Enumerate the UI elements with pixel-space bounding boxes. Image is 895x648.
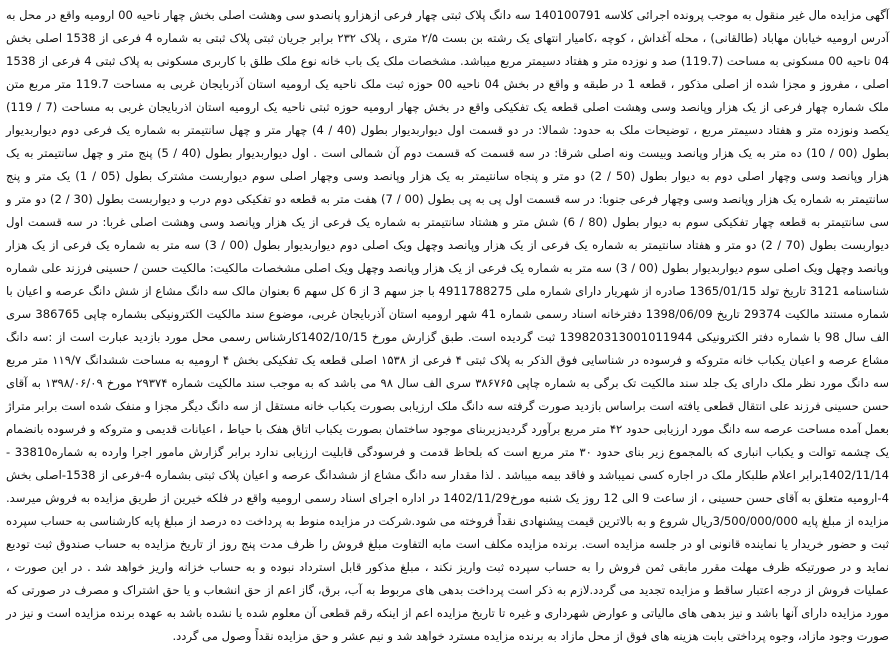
auction-notice-text: آگهی مزایده مال غیر منقول به موجب پرونده اجرائی کلاسه 140100791 سه دانگ پلاک ثبتی چهار فرعی ازهزارو پانصدو سی وهشت اصلی بخش چهار ناحیه 00 ارومیه واقع در محل به آدرس ارومیه خیابان مهاباد (طالقانی) ، محله آغداش ، کوچه ،کامیار انتهای یک رشته بن بست ۲/۵ متری ، پلاک ۲۳۲ برابر جریان ثبتی پلاک ثبتی به شماره 4 فرعی از 1538 اصلی بخش 04 ناحیه 00 مسکونی به مساحت (119.7) صد و نوزده متر و هفتاد دسیمتر مربع میباشد. مشخصات ملک یک باب خانه نوع ملک طلق با کاربری مسکونی به پلاک ثبتی 4 فرعی از 1538 اصلی ، مفروز و مجزا شده از اصلی مذکور ، قطعه 1 در طبقه و واقع در بخش 04 ناحیه 00 حوزه ثبت ملک ناحیه یک ارومیه استان آذربایجان غربی به مساحت 119.7 متر مربع متن ملک شماره چهار فرعی از یک هزار وپانصد وسی وهشت اصلی قطعه یک تفکیکی واقع در بخش چهار ارومیه حوزه ثبتی ناحیه یک ارومیه استان اذربایجان غربی به مساحت (7 / 119) یکصد ونوزده متر و هفتاد دسیمتر مربع ، توضیحات ملک به حدود: شمالا: در دو قسمت اول دیواربدیوار بطول (40 / 4) چهار متر و چهل سانتیمتر به شماره یک فرعی دوم دیواربدیوار بطول (00 / 10) ده متر به یک هزار وپانصد وبیست ونه اصلی شرقا: در سه قسمت که قسمت دوم آن شمالی است . اول دیواربدیوار بطول (40 / 5) پنج متر و چهل سانتیمتر به یک هزار وپانصد وسی وچهار اصلی دوم به دیوار بطول (50 / 2) دو متر و پنجاه سانتیمتر به یک هزار وپانصد وسی وچهار اصلی سوم دیواربست مشترک بطول (05 / 1) یک متر و پنج سانتیمتر به شماره یک هزار وپانصد وسی وچهار فرعی جنوبا: در سه قسمت اول پی به پی بطول (00 / 7) هفت متر به قطعه دو تفکیکی دوم درب و دیواربست بطول (30 / 2) دو متر و سی سانتیمتر به قطعه چهار تفکیکی سوم به دیوار بطول (80 / 6) شش متر و هشتاد سانتیمتر به شماره یک فرعی از یک هزار وپانصد وسی وهشت اصلی غربا: در سه قسمت اول دیواربست بطول (70 / 2) دو متر و هفتاد سانتیمتر به شماره یک فرعی از یک هزار وپانصد وچهل ویک اصلی دوم دیواربدیوار بطول (00 / 3) سه متر به شماره یک فرعی از یک هزار وپانصد وچهل ویک اصلی سوم دیواربدیوار بطول (00 / 3) سه متر به شماره یک فرعی از یک هزار وپانصد وچهل ویک اصلی مشخصات مالکیت: مالکیت حسن / حسینی فرزند علی شماره شناسنامه 3121 تاریخ تولد 1365/01/15 صادره از شهریار دارای شماره ملی 4911788275 با جز سهم 3 از 6 کل سهم 6 بعنوان مالک سه دانگ مشاع از شش دانگ عرصه و اعیان با شماره مستند مالکیت 29374 تاریخ 1398/06/09 دفترخانه اسناد رسمی شماره 41 شهر ارومیه استان آذربایجان غربی، موضوع سند مالکیت الکترونیکی بشماره چاپی 386765 سری الف سال 98 با شماره دفتر الکترونیکی 139820313001011944 ثبت گردیده است. طبق گزارش مورخ 1402/10/15کارشناس رسمی محل مورد بازدید عبارت است از :سه دانگ مشاع عرصه و اعیان یکباب خانه متروکه و فرسوده در شناسایی فوق الذکر به پلاک ثبتی ۴ فرعی از ۱۵۳۸ اصلی قطعه یک تفکیکی بخش ۴ ارومیه به مساحت ششدانگ ۱۱۹/۷ متر مربع سه دانگ مورد نظر ملک دارای یک جلد سند مالکیت تک برگی به شماره چاپی ۳۸۶۷۶۵ سری الف سال ۹۸ می باشد که به موجب سند مالکیت شماره ۲۹۳۷۴ مورخ ۱۳۹۸/۰۶/۰۹ به آقای حسن حسینی فرزند علی انتقال قطعی یافته است براساس بازدید صورت گرفته سه دانگ ملک ارزیابی بصورت یکباب خانه مستقل از سه دانگ دیگر مجزا و منفک شده است برابر متراژ بعمل آمده مساحت عرصه سه دانگ مورد ارزیابی حدود ۴۲ متر مربع برآورد گردیدزیربنای موجود ساختمان بصورت یکباب اتاق هفک با حیاط ، اعیانات قدیمی و متروکه و فرسوده بانضمام یک چشمه توالت و یکباب انباری که بالمجموع زیر بنای حدود ۳۰ متر مربع است که بلحاظ قدمت و فرسودگی قابلیت ارزیابی ندارد برابر گزارش مامور اجرا وارده به شماره33810 - 1402/11/14برابر اعلام طلبکار ملک در اجاره کسی نمیباشد و فاقد بیمه میباشد . لذا مقدار سه دانگ مشاع از ششدانگ عرصه و اعیان پلاک ثبتی بشماره 4-فرعی از 1538-اصلی بخش 4-ارومیه متعلق به آقای حسن حسینی ، از ساعت 9 الی 12 روز یک شنبه مورخ1402/11/29 در اداره اجرای اسناد رسمی ارومیه واقع در فلکه خیرین از طریق مزایده به فروش میرسد. مزایده از مبلغ پایه 3/500/000/000ریال شروع و به بالاترین قیمت پیشنهادی نقداً فروخته می شود.شرکت در مزایده منوط به پرداخت ده درصد از مبلغ پایه کارشناسی به حساب سپرده ثبت و حضور خریدار یا نماینده قانونی او در جلسه مزایده است. برنده مزایده مکلف است مابه التفاوت مبلغ فروش را ظرف مدت پنج روز از تاریخ مزایده به حساب صندوق ثبت تودیع نماید و در صورتیکه ظرف مهلت مقرر مابقی ثمن فروش را به حساب سپرده ثبت واریز نکند ، مبلغ مذکور قابل استرداد نبوده و به حساب خزانه واریز خواهد شد . در این صورت ، عملیات فروش از درجه اعتبار ساقط و مزایده تجدید می گردد.لازم به ذکر است پرداخت بدهی های مربوط به آب، برق، گاز اعم از حق انشعاب و یا حق اشتراک و مصرف در صورتی که مورد مزایده دارای آنها باشد و نیز بدهی های مالیاتی و عوارض شهرداری و غیره تا تاریخ مزایده اعم از اینکه رقم قطعی آن معلوم شده یا نشده باشد به عهده برنده مزایده است و نیز در صورت وجود مازاد، وجوه پرداختی بابت هزینه های فوق از محل مازاد به برنده مزایده مسترد خواهد شد و نیم عشر و حق مزایده نقداً وصول می گردد. xyxy=(6,8,890,643)
